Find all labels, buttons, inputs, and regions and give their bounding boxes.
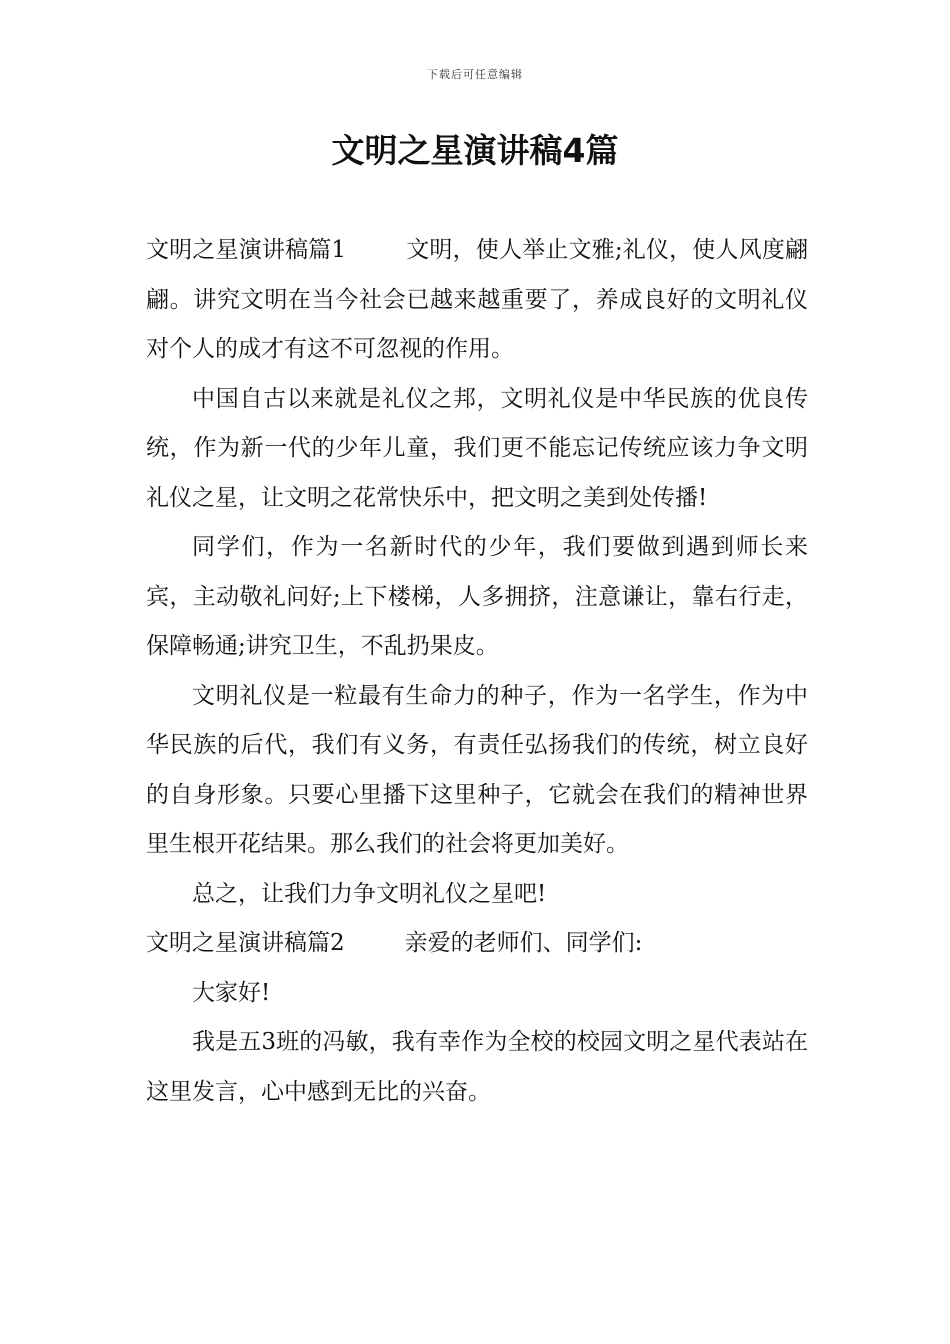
section-2-label: 文明之星演讲稿篇2 xyxy=(146,930,345,956)
paragraph: 我是五3班的冯敏，我有幸作为全校的校园文明之星代表站在这里发言，心中感到无比的兴奋。 xyxy=(146,1029,808,1105)
section-2-intro xyxy=(146,919,808,969)
section-1-first-paragraph: 文明，使人举止文雅;礼仪，使人风度翩翩。讲究文明在当今社会已越来越重要了，养成良好的文明礼仪对个人的成才有这不可忽视的作用。 xyxy=(146,237,809,362)
section-1-intro xyxy=(146,226,808,375)
paragraph: 同学们，作为一名新时代的少年，我们要做到遇到师长来宾，主动敬礼问好;上下楼梯，人多拥挤，注意谦让，靠右行走，保障畅通;讲究卫生，不乱扔果皮。 xyxy=(146,534,808,659)
document-title: 文明之星演讲稿4篇 xyxy=(331,131,619,170)
header-note: 下载后可任意编辑 xyxy=(427,68,523,81)
paragraph: 总之，让我们力争文明礼仪之星吧! xyxy=(192,880,547,907)
document-body xyxy=(146,226,808,1117)
paragraph: 文明礼仪是一粒最有生命力的种子，作为一名学生，作为中华民族的后代，我们有义务，有责任弘扬我们的传统，树立良好的自身形象。只要心里播下这里种子，它就会在我们的精神世界里生根开花结果。那么我们的社会将更加美好。 xyxy=(146,682,808,857)
paragraph: 大家好! xyxy=(192,979,271,1006)
section-2-first-paragraph: 亲爱的老师们、同学们: xyxy=(404,930,643,956)
section-1-label: 文明之星演讲稿篇1 xyxy=(146,237,347,263)
paragraph: 中国自古以来就是礼仪之邦，文明礼仪是中华民族的优良传统，作为新一代的少年儿童，我们更不能忘记传统应该力争文明礼仪之星，让文明之花常快乐中，把文明之美到处传播! xyxy=(146,385,808,511)
